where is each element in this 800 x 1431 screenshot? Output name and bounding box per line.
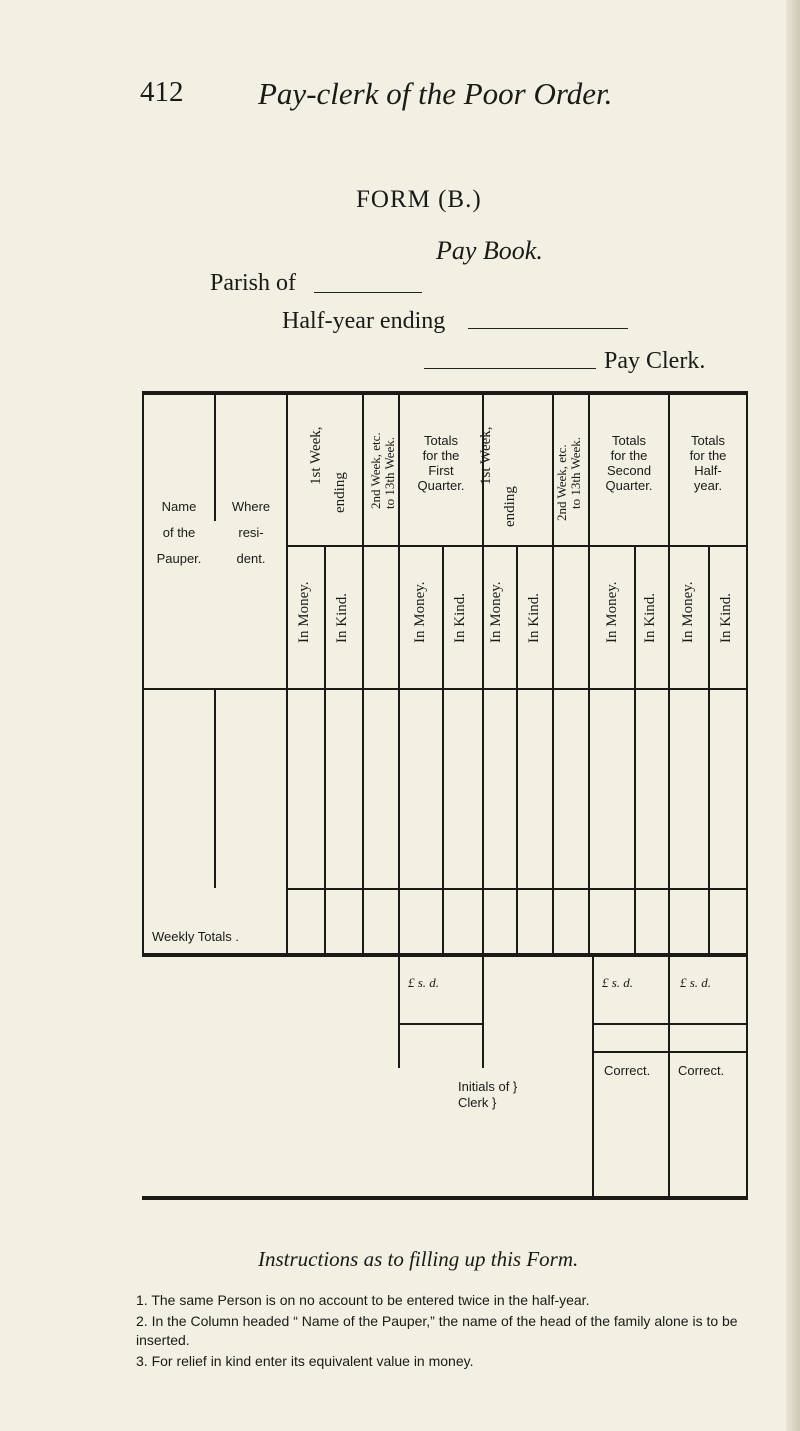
name-of-pauper-header: Name of the Pauper. xyxy=(156,499,202,566)
q1-in-kind: In Kind. xyxy=(452,593,468,643)
pay-book-table xyxy=(142,391,748,1201)
pay-clerk-label: Pay Clerk. xyxy=(604,348,706,374)
page-edge xyxy=(786,0,800,1431)
totals-first-quarter-header: Totals for the First Quarter. xyxy=(417,433,465,493)
lsd-3: £ s. d. xyxy=(680,975,712,990)
table-right-border xyxy=(746,391,748,1199)
page-number: 412 xyxy=(140,76,184,108)
week1b-in-kind: In Kind. xyxy=(526,593,542,643)
totals-bottom-line xyxy=(142,953,748,957)
week2-header-b: to 13th Week. xyxy=(382,436,397,509)
instructions-title: Instructions as to filling up this Form. xyxy=(258,1247,579,1271)
week1-in-kind: In Kind. xyxy=(334,593,350,643)
lsd2-left-line xyxy=(592,956,594,1199)
week2-header-a: 2nd Week, etc. xyxy=(368,432,383,509)
col-divider-week1-sub xyxy=(324,545,326,956)
totals-half-year-header: Totals for the Half- year. xyxy=(689,433,727,493)
table-left-border xyxy=(142,391,144,956)
week1-in-money: In Money. xyxy=(296,581,312,643)
week1b-in-money: In Money. xyxy=(488,581,504,643)
running-title: Pay-clerk of the Poor Order. xyxy=(258,76,613,111)
col-divider-q2-sub xyxy=(634,545,636,956)
half-in-money: In Money. xyxy=(680,581,696,643)
col-divider-week1b-sub xyxy=(516,545,518,956)
half-year-label: Half-year ending xyxy=(282,308,446,334)
instruction-3: 3. For relief in kind enter its equivalent value in money. xyxy=(136,1353,474,1369)
col-divider-q1-sub xyxy=(442,545,444,956)
half-in-kind: In Kind. xyxy=(718,593,734,643)
col-divider-where xyxy=(286,391,288,956)
parish-label: Parish of xyxy=(210,270,296,296)
weekly-totals-label: Weekly Totals . xyxy=(152,929,239,944)
lsd1-right-line xyxy=(482,956,484,1068)
correct-top-line xyxy=(592,1051,746,1053)
col-divider-q2 xyxy=(668,391,670,1199)
q1-in-money: In Money. xyxy=(412,581,428,643)
lsd1-left-line xyxy=(398,956,400,1068)
form-title: FORM (B.) xyxy=(356,186,482,213)
initials-of-clerk-2: Clerk } xyxy=(458,1095,497,1110)
week1b-header-b: ending xyxy=(502,486,518,527)
week1-header-a: 1st Week, xyxy=(308,426,324,485)
col-divider-week1 xyxy=(362,391,364,956)
pay-clerk-fill-line xyxy=(424,368,596,369)
instruction-2: 2. In the Column headed “ Name of the Pauper,” the name of the head of the family alone is to be inserted. xyxy=(136,1313,738,1348)
lsd1-sum-line xyxy=(398,1023,482,1025)
week2b-header-a: 2nd Week, etc. xyxy=(554,444,569,521)
parish-fill-line xyxy=(314,292,422,293)
lsd2-sum-line xyxy=(592,1023,746,1025)
table-top-border xyxy=(142,391,748,395)
correct-1: Correct. xyxy=(604,1063,651,1078)
half-year-fill-line xyxy=(468,328,628,329)
q2-in-kind: In Kind. xyxy=(642,593,658,643)
form-subtitle: Pay Book. xyxy=(436,236,543,265)
week2b-header-b: to 13th Week. xyxy=(568,436,583,509)
initials-of-clerk-1: Initials of } xyxy=(458,1079,518,1094)
totals-second-quarter-header: Totals for the Second Quarter. xyxy=(605,433,653,493)
col-divider-half-sub xyxy=(708,545,710,956)
header-bottom-line xyxy=(142,688,746,690)
correct-2: Correct. xyxy=(678,1063,725,1078)
q2-in-money: In Money. xyxy=(604,581,620,643)
week1-header-b: ending xyxy=(332,472,348,513)
table-bottom-border xyxy=(142,1196,748,1200)
lsd-2: £ s. d. xyxy=(602,975,634,990)
where-resident-header: Where resi- dent. xyxy=(231,499,271,566)
lsd-1: £ s. d. xyxy=(408,975,440,990)
week1b-header-a: 1st Week, xyxy=(478,426,494,485)
col-divider-name-lower xyxy=(214,688,216,888)
instruction-1: 1. The same Person is on no account to be entered twice in the half-year. xyxy=(136,1292,590,1308)
